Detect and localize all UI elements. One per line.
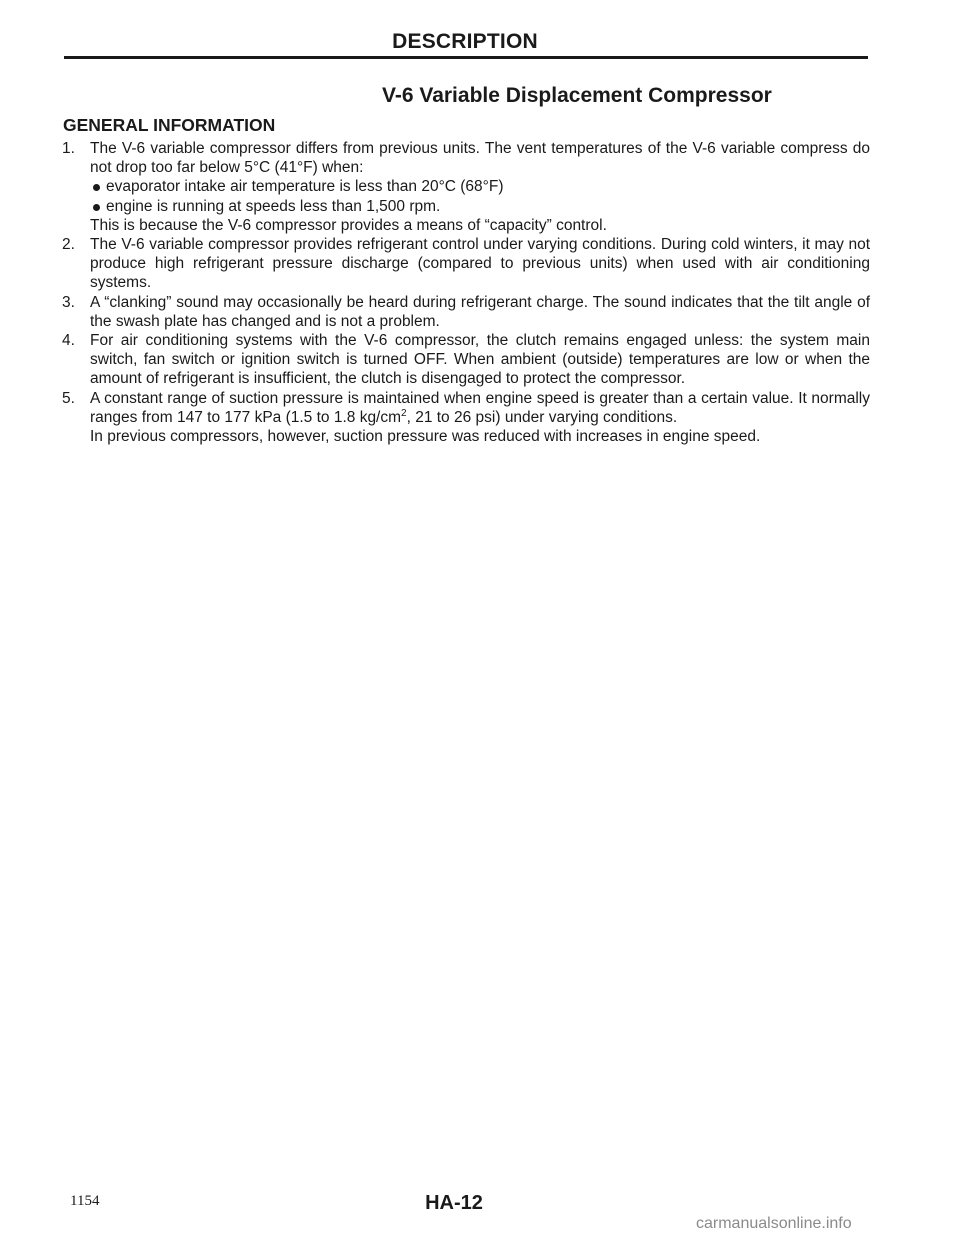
list-item-4 — [62, 331, 870, 389]
bullet-item — [90, 197, 870, 216]
item-text-pre: A constant range of suction pressure is maintained when engine speed is greater than a certain value. It normally ranges from 147 to 177 kPa (1.5 to 1.8 kg/cm — [90, 389, 870, 426]
item-text: The V-6 variable compressor provides refrigerant control under varying conditions. During cold winters, it may not produce high refrigerant pressure discharge (compared to previous units) when used with air conditioning systems. — [90, 236, 870, 292]
list-item-3 — [62, 293, 870, 331]
item-note: In previous compressors, however, suction pressure was reduced with increases in engine speed. — [90, 428, 761, 446]
list-item-2 — [62, 235, 870, 293]
list-item-5 — [62, 389, 870, 447]
item-text: A “clanking” sound may occasionally be heard during refrigerant charge. The sound indicates that the tilt angle of the swash plate has changed and is not a problem. — [90, 293, 870, 330]
item-number: 4. — [62, 332, 75, 350]
item-number: 3. — [62, 293, 75, 311]
superscript: 2 — [401, 407, 407, 419]
condition-bullets — [90, 177, 870, 215]
list-item-1 — [62, 139, 870, 235]
footer-page-number: 1154 — [70, 1193, 100, 1209]
item-number: 5. — [62, 389, 75, 407]
header-divider — [64, 56, 868, 59]
item-text: The V-6 variable compressor differs from previous units. The vent temperatures of the V-6 variable compress do not drop too far below 5°C (41°F) when: — [90, 140, 870, 177]
watermark: carmanualsonline.info — [696, 1215, 852, 1232]
item-note: This is because the V-6 compressor provides a means of “capacity” control. — [90, 216, 607, 234]
page-header-title: DESCRIPTION — [392, 30, 538, 53]
item-text: For air conditioning systems with the V-6 compressor, the clutch remains engaged unless: the system main switch, fan switch or ignition switch is turned OFF. When ambient (outside) temperatures are low or when the amount of refrigerant is insufficient, the clutch is disengaged to protect the compressor. — [90, 332, 870, 388]
item-number: 2. — [62, 236, 75, 254]
section-title: V-6 Variable Displacement Compressor — [382, 84, 772, 107]
bullet-item — [90, 177, 870, 196]
item-number: 1. — [62, 140, 75, 157]
general-information-list — [62, 139, 870, 446]
bullet-icon — [93, 184, 100, 191]
subsection-title: GENERAL INFORMATION — [63, 115, 276, 135]
item-text-post: , 21 to 26 psi) under varying conditions. — [406, 408, 678, 426]
bullet-text: engine is running at speeds less than 1,500 rpm. — [106, 197, 441, 215]
bullet-icon — [93, 204, 100, 211]
bullet-text: evaporator intake air temperature is less than 20°C (68°F) — [106, 178, 504, 196]
item-text — [90, 389, 870, 427]
footer-section-code: HA-12 — [425, 1192, 483, 1214]
